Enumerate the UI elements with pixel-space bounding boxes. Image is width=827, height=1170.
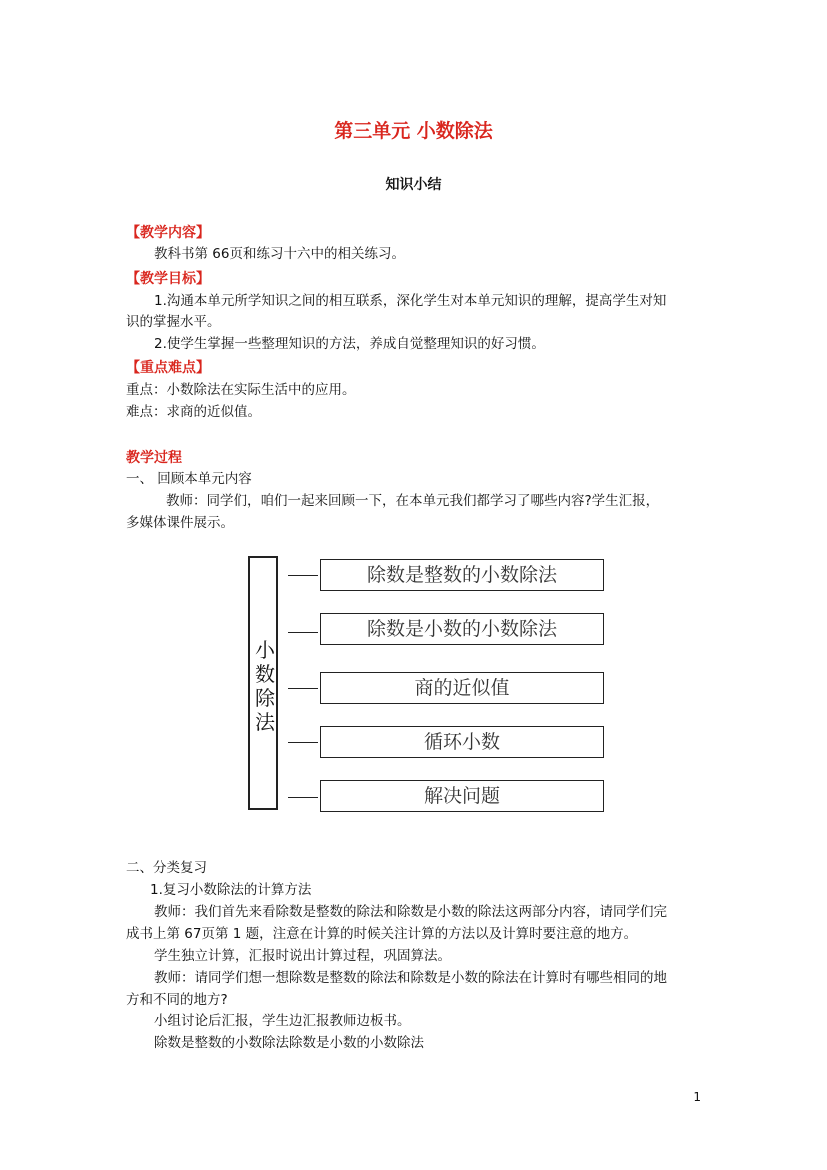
goal1-line1: 1.沟通本单元所学知识之间的相互联系，深化学生对本单元知识的理解，提高学生对知 [154, 293, 667, 309]
diagram-box-1: 除数是整数的小数除法 [320, 559, 604, 591]
goal2: 2.使学生掌握一些整理知识的方法，养成自觉整理知识的好习惯。 [154, 336, 545, 352]
knowledge-diagram [248, 556, 608, 814]
content-text: 教科书第 66页和练习十六中的相关练习。 [154, 246, 405, 262]
review-p4: 小组讨论后汇报，学生边汇报教师边板书。 [154, 1013, 411, 1029]
step1-title: 一、 回顾本单元内容 [126, 471, 252, 487]
content-heading: 【教学内容】 [126, 225, 210, 241]
process-heading: 教学过程 [126, 450, 182, 466]
diagram-box-2: 除数是小数的小数除法 [320, 613, 604, 645]
review-p2: 学生独立计算，汇报时说出计算过程，巩固算法。 [154, 948, 451, 964]
page-subtitle: 知识小结 [385, 177, 442, 193]
diagram-connector [288, 688, 318, 689]
review-p1-line1: 教师：我们首先来看除数是整数的除法和除数是小数的除法这两部分内容，请同学们完 [154, 904, 667, 920]
goals-heading: 【教学目标】 [126, 271, 210, 287]
review-p1-line2: 成书上第 67页第 1 题，注意在计算的时候关注计算的方法以及计算时要注意的地方。 [126, 926, 638, 942]
diagram-box-5: 解决问题 [320, 780, 604, 812]
diagram-connector [288, 742, 318, 743]
diagram-connector [288, 797, 318, 798]
step1-line1: 教师：同学们，咱们一起来回顾一下，在本单元我们都学习了哪些内容?学生汇报， [166, 493, 660, 509]
diagram-connector [288, 575, 318, 576]
step1-line2: 多媒体课件展示。 [126, 515, 234, 531]
difficult-point: 难点：求商的近似值。 [126, 404, 261, 420]
goal1-line2: 识的掌握水平。 [126, 314, 221, 330]
key-point: 重点：小数除法在实际生活中的应用。 [126, 382, 356, 398]
review-title: 二、分类复习 [126, 860, 207, 876]
diagram-connector [288, 632, 318, 633]
page-title: 第三单元 小数除法 [334, 120, 493, 142]
diagram-box-4: 循环小数 [320, 726, 604, 758]
diagram-spine [248, 556, 278, 810]
diagram-spine-label: 小数除法 [255, 638, 275, 734]
review-p3-line1: 教师：请同学们想一想除数是整数的除法和除数是小数的除法在计算时有哪些相同的地 [154, 970, 667, 986]
diagram-box-3: 商的近似值 [320, 672, 604, 704]
review-p3-line2: 方和不同的地方? [126, 992, 228, 1008]
review-p5: 除数是整数的小数除法除数是小数的小数除法 [154, 1035, 424, 1051]
key-heading: 【重点难点】 [126, 360, 210, 376]
page-number: 1 [693, 1090, 701, 1104]
review-sub1: 1.复习小数除法的计算方法 [150, 882, 312, 898]
